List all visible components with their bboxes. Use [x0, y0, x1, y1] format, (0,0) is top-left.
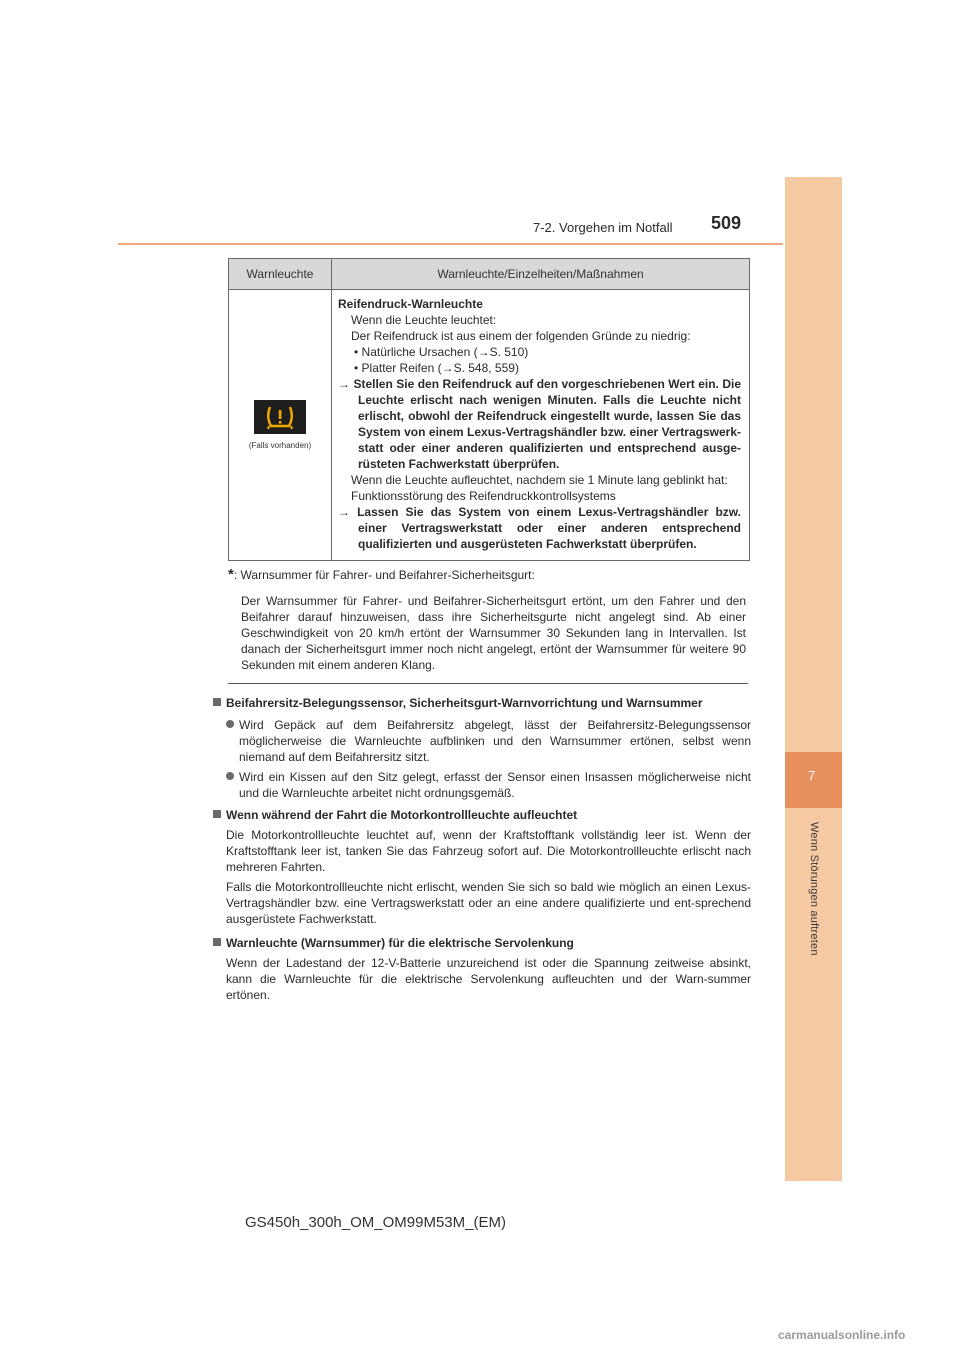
- list-item: Wird Gepäck auf dem Beifahrersitz abgelegt, lässt der Beifahrersitz-Belegungssensor möglicherweise die Warnleuchte aufblinken und den Warnsummer ertönen, selbst wenn niemand auf dem Beifahrersitz sitzt.: [213, 717, 751, 765]
- action-text: → Stellen Sie den Reifendruck auf den vorgeschriebenen Wert ein. Die Leuchte erlischt nach wenigen Minuten. Falls die Leuchte nicht erlischt, obwohl der Reifendruck eingestellt wurde, lassen Sie das System von einem Lexus-Vertragshändler bzw. einer Vertragswerk-statt oder einer anderen qualifizierten und entsprechend ausge-rüsteten Fachwerkstatt überprüfen.: [338, 377, 741, 471]
- round-bullet-icon: [226, 772, 234, 780]
- section-power-steering: [213, 935, 751, 1003]
- document-code: GS450h_300h_OM_OM99M53M_(EM): [245, 1214, 506, 1231]
- condition-text: Wenn die Leuchte aufleuchtet, nachdem sie 1 Minute lang geblinkt hat:: [351, 473, 728, 487]
- icon-cell: [229, 290, 332, 561]
- icon-caption: (Falls vorhanden): [248, 441, 312, 450]
- section-heading: Beifahrersitz-Belegungssensor, Sicherheitsgurt-Warnvorrichtung und Warnsummer: [213, 695, 751, 711]
- chapter-sidebar: [785, 177, 842, 1181]
- round-bullet-icon: [226, 720, 234, 728]
- header-rule: [118, 243, 783, 245]
- malfunction-text: Funktionsstörung des Reifendruckkontrollsystems: [351, 489, 616, 503]
- section-heading: Wenn während der Fahrt die Motorkontrollleuchte aufleuchtet: [213, 807, 751, 823]
- list-item: Wird ein Kissen auf den Sitz gelegt, erfasst der Sensor einen Insassen möglicherweise nicht und die Warnleuchte arbeitet nicht ordnungsgemäß.: [213, 769, 751, 801]
- footnote-star: *: [228, 566, 234, 583]
- warning-title: Reifendruck-Warnleuchte: [338, 297, 483, 311]
- chapter-number: 7: [808, 768, 816, 783]
- footnote: [228, 567, 748, 583]
- cause-bullet: • Natürliche Ursachen (→S. 510): [354, 345, 529, 359]
- square-bullet-icon: [213, 938, 221, 946]
- paragraph: Wenn der Ladestand der 12-V-Batterie unzureichend ist oder die Spannung zeitweise absinkt, kann die Warnleuchte für die elektrische Servolenkung aufleuchten und der Warn-summer ertönen.: [226, 956, 751, 1002]
- column-header-light: Warnleuchte: [229, 259, 332, 290]
- table-row: [229, 290, 750, 561]
- table-header-row: [229, 259, 750, 290]
- section-heading: 7-2. Vorgehen im Notfall: [533, 220, 673, 235]
- section-engine-light: [213, 807, 751, 927]
- paragraph: Falls die Motorkontrollleuchte nicht erlischt, wenden Sie sich so bald wie möglich an einen Lexus-Vertragshändler bzw. eine Vertragswerkstatt oder an eine andere qualifizierte und ent-sprechend ausgerüstete Fachwerkstatt.: [226, 880, 751, 926]
- condition-text: Wenn die Leuchte leuchtet:: [351, 313, 497, 327]
- column-header-details: Warnleuchte/Einzelheiten/Maßnahmen: [332, 259, 750, 290]
- section-seat-sensor: [213, 695, 751, 801]
- cause-text: Der Reifendruck ist aus einem der folgenden Gründe zu niedrig:: [351, 329, 691, 343]
- cause-bullet: • Platter Reifen (→S. 548, 559): [354, 361, 519, 375]
- watermark: carmanualsonline.info: [778, 1328, 906, 1342]
- details-cell: [332, 290, 750, 561]
- footnote-label: : Warnsummer für Fahrer- und Beifahrer-Sicherheitsgurt:: [233, 568, 535, 582]
- square-bullet-icon: [213, 810, 221, 818]
- chapter-title: Wenn Störungen auftreten: [808, 822, 820, 956]
- section-heading: Warnleuchte (Warnsummer) für die elektrische Servolenkung: [213, 935, 751, 951]
- tire-pressure-warning-icon: [254, 400, 306, 434]
- section-divider: [228, 683, 748, 684]
- action-text: → Lassen Sie das System von einem Lexus-Vertragshändler bzw. einer Vertragswerkstatt oder einer anderen entsprechend qualifizierten und ausgerüsteten Fachwerkstatt überprüfen.: [338, 505, 741, 551]
- footnote-body: Der Warnsummer für Fahrer- und Beifahrer-Sicherheitsgurt ertönt, um den Fahrer und den Beifahrer darauf hinzuweisen, dass ihre Sicherheitsgurte nicht angelegt sind. Ab einer Geschwindigkeit von 20 km/h ertönt der Warnsummer 30 Sekunden lang in Intervallen. Ist danach der Sicherheitsgurt immer noch nicht angelegt, ertönt der Warnsummer für weitere 90 Sekunden mit einem anderen Klang.: [241, 594, 746, 672]
- page-number: 509: [711, 213, 742, 233]
- paragraph: Die Motorkontrollleuchte leuchtet auf, wenn der Kraftstofftank vollständig leer ist. Wenn der Kraftstofftank leer ist, tanken Sie das Fahrzeug sofort auf. Die Motorkontrollleuchte erlischt nach mehreren Fahrten.: [226, 828, 751, 874]
- square-bullet-icon: [213, 698, 221, 706]
- warning-table: [228, 258, 750, 561]
